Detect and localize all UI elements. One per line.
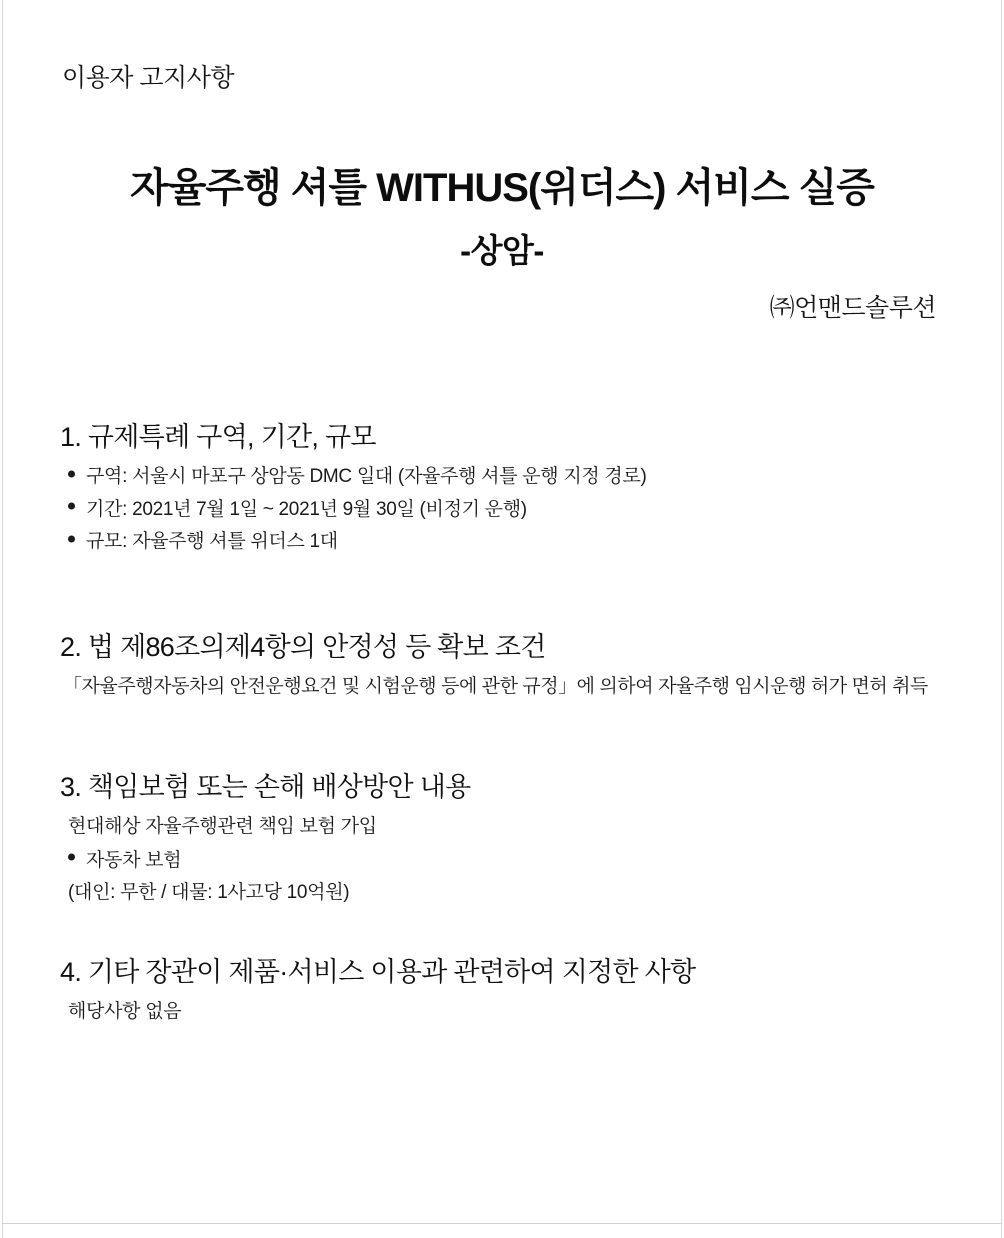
bullet-dot-icon xyxy=(68,470,75,477)
section-heading: 1. 규제특례 구역, 기간, 규모 xyxy=(60,422,376,452)
bullet-dot-icon xyxy=(68,503,75,510)
list-item xyxy=(60,848,954,874)
list-item-label: 자동차 보험 xyxy=(86,849,182,871)
list-item-label: 구역: 서울시 마포구 상암동 DMC 일대 (자율주행 셔틀 운행 지정 경로) xyxy=(86,466,647,487)
section-heading: 3. 책임보험 또는 손해 배상방안 내용 xyxy=(60,772,471,802)
insurance-coverage-text: (대인: 무한 / 대물: 1사고당 10억원) xyxy=(68,882,350,904)
page-bottom-divider xyxy=(2,1223,1002,1224)
bullet-dot-icon xyxy=(68,854,75,861)
section-heading: 4. 기타 장관이 제품·서비스 이용과 관련하여 지정한 사항 xyxy=(60,957,696,987)
list-item xyxy=(60,529,954,555)
bullet-list xyxy=(60,464,954,555)
bullet-dot-icon xyxy=(68,535,75,542)
section-liability-insurance xyxy=(60,765,954,914)
page-title: 자율주행 셔틀 WITHUS(위더스) 서비스 실증 xyxy=(130,166,874,210)
section-other-designations xyxy=(60,950,954,1033)
section-body-text: 해당사항 없음 xyxy=(68,1001,182,1022)
list-item-label: 기간: 2021년 7월 1일 ~ 2021년 9월 30일 (비정기 운행) xyxy=(86,498,527,520)
list-item-label: 규모: 자율주행 셔틀 위더스 1대 xyxy=(86,531,338,553)
section-body-text: 「자율주행자동차의 안전운행요건 및 시험운행 등에 관한 규정」에 의하여 자율주행 임시운행 허가 면허 취득 xyxy=(63,676,928,697)
section-regulation-scope xyxy=(60,415,954,562)
company-name: ㈜언맨드솔루션 xyxy=(769,294,936,322)
page-subtitle: -상암- xyxy=(460,232,544,269)
insurance-provider-text: 현대해상 자율주행관련 책임 보험 가입 xyxy=(68,816,377,837)
bullet-list xyxy=(60,848,954,874)
section-heading: 2. 법 제86조의제4항의 안정성 등 확보 조건 xyxy=(60,632,546,662)
notice-label: 이용자 고지사항 xyxy=(62,64,234,92)
section-safety-conditions xyxy=(60,625,954,701)
list-item xyxy=(60,497,954,523)
list-item xyxy=(60,464,954,490)
